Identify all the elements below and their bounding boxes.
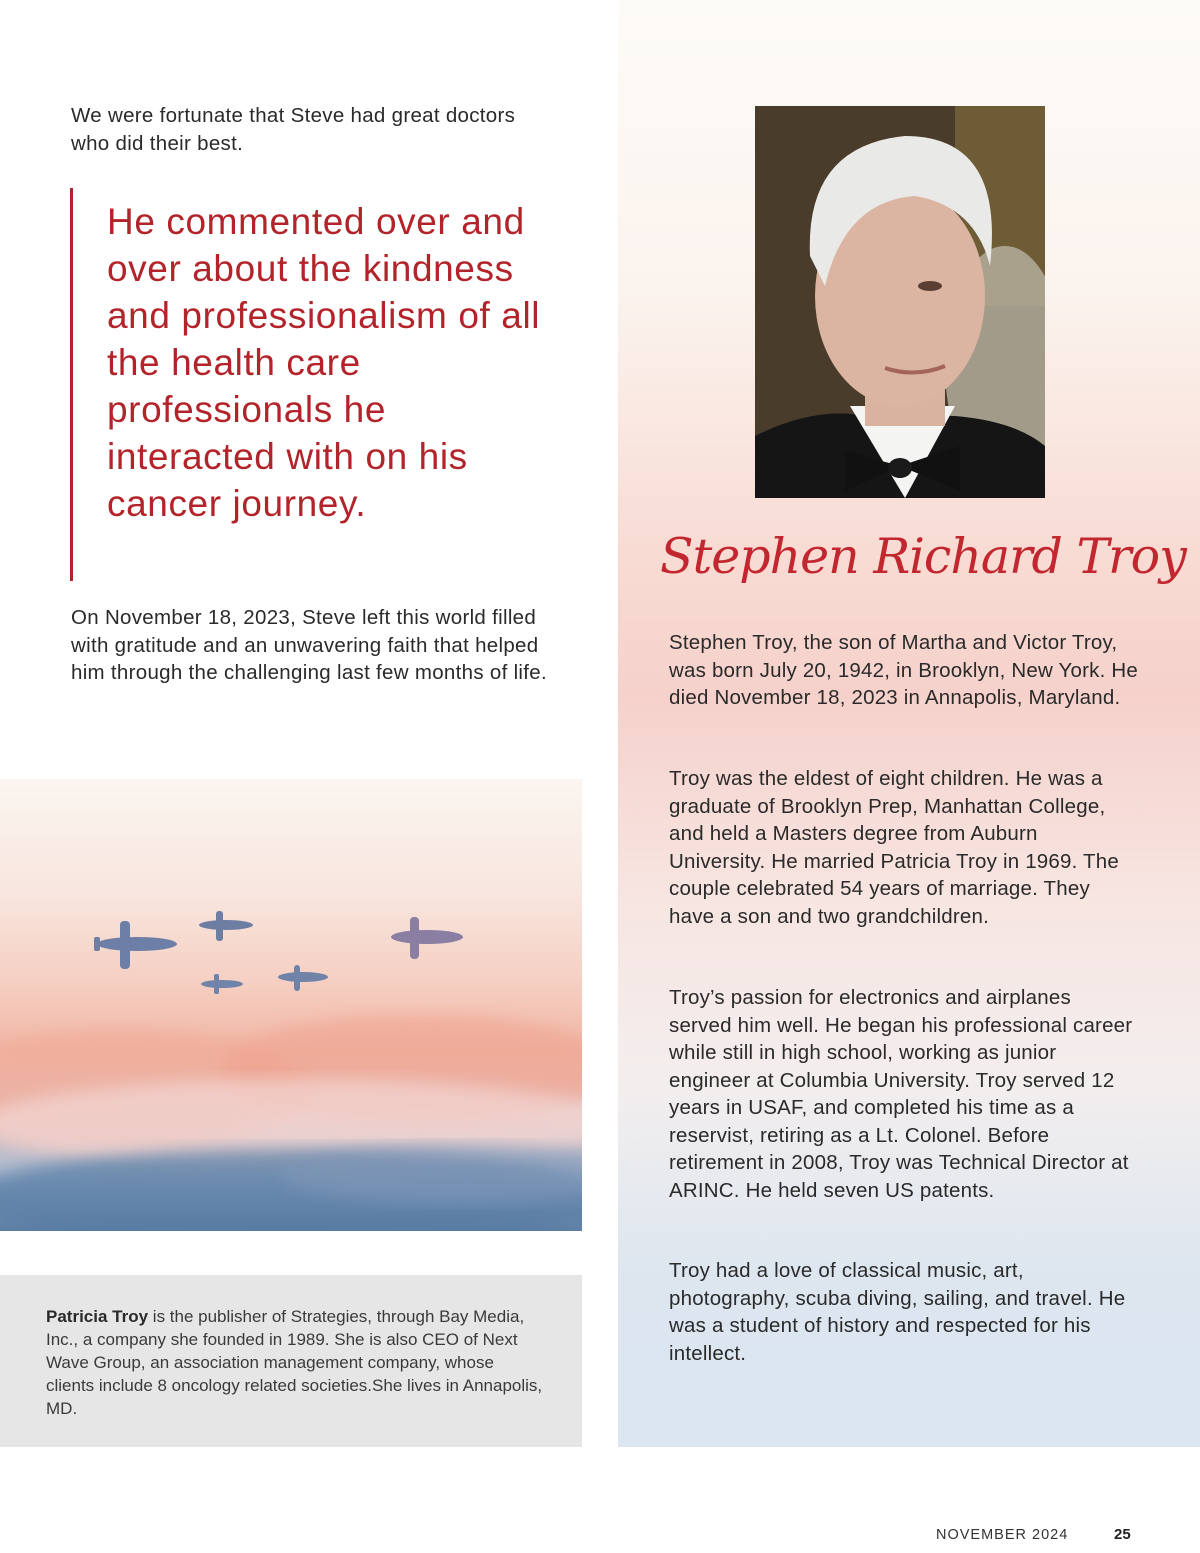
- pull-quote: [70, 188, 543, 581]
- author-bio-text: [46, 1305, 546, 1420]
- airplane-icon: [94, 921, 177, 969]
- pull-quote-text: He commented over and over about the kindness and professionalism of all the health care professionals he interacted with on his cancer journey.: [107, 201, 541, 524]
- bio-paragraph-family: Troy was the eldest of eight children. He was a graduate of Brooklyn Prep, Manhattan College, and held a Masters degree from Auburn University. He married Patricia Troy in 1969. The couple celebrated 54 years of marriage. They have a son and two grandchildren.: [669, 767, 1119, 928]
- author-name: Patricia Troy: [46, 1307, 149, 1326]
- bio-paragraph-birth: Stephen Troy, the son of Martha and Victor Troy, was born July 20, 1942, in Brooklyn, New York. He died November 18, 2023 in Annapolis, Maryland.: [669, 631, 1139, 709]
- footer-page-number: 25: [1114, 1526, 1131, 1543]
- airplane-icon: [199, 911, 253, 941]
- airplane-icon: [201, 974, 243, 994]
- footer-issue-date: NOVEMBER 2024: [936, 1527, 1069, 1543]
- airplane-icon: [391, 917, 463, 959]
- airplane-icon: [278, 965, 328, 991]
- name-heading: Stephen Richard Troy: [660, 528, 1186, 585]
- bio-paragraph-interests: Troy had a love of classical music, art, photography, scuba diving, sailing, and travel. He was a student of history and respected for his intellect.: [669, 1259, 1126, 1365]
- author-bio-description: is the publisher of Strategies, through Bay Media, Inc., a company she founded in 1989. She is also CEO of Next Wave Group, an association management company, whose clients include 8 oncology related societies.She lives in Annapolis, MD.: [46, 1307, 543, 1418]
- closing-paragraph: On November 18, 2023, Steve left this world filled with gratitude and an unwavering faith that helped him through the challenging last few months of life.: [71, 606, 547, 684]
- bio-paragraph-career: Troy’s passion for electronics and airplanes served him well. He began his professional career while still in high school, working as junior engineer at Columbia University. Troy served 12 years in USAF, and completed his time as a reservist, retiring as a Lt. Colonel. Before retirement in 2008, Troy was Technical Director at ARINC. He held seven US patents.: [669, 986, 1133, 1202]
- author-bio-box: [0, 1275, 582, 1447]
- portrait-photo: [755, 106, 1045, 498]
- watercolor-airplanes-illustration: [0, 779, 582, 1231]
- intro-paragraph: We were fortunate that Steve had great doctors who did their best.: [71, 104, 516, 155]
